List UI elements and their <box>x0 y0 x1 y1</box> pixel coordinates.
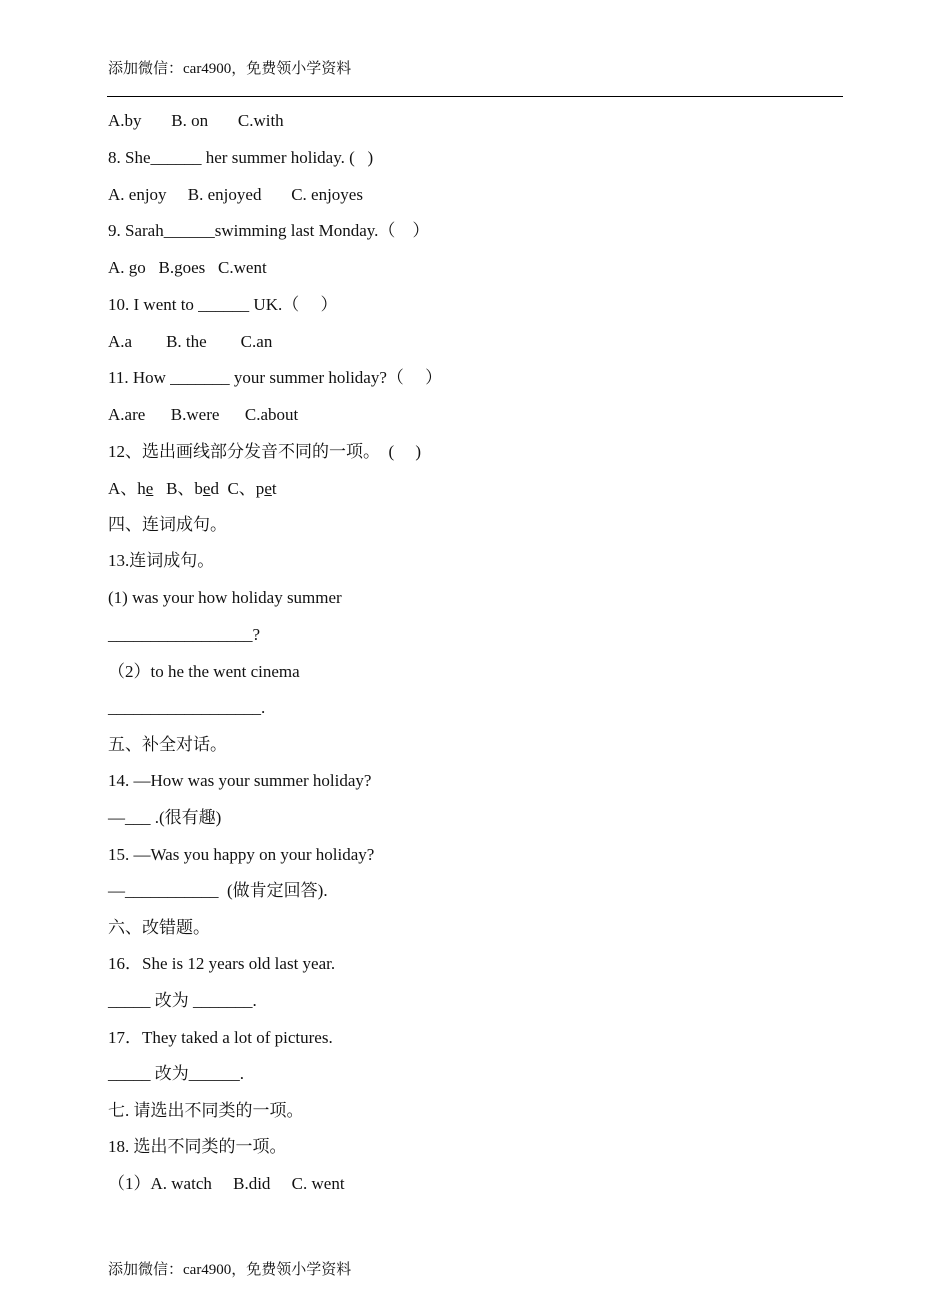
q11-question: 11. How _______ your summer holiday?（ ） <box>108 368 443 387</box>
q8-options: A. enjoy B. enjoyed C. enjoyes <box>108 185 363 204</box>
q15-answer-blank: —___________ (做肯定回答). <box>108 881 328 900</box>
q13-part1-words: (1) was your how holiday summer <box>108 588 342 607</box>
q13-heading: 13.连词成句。 <box>108 551 215 570</box>
q12-option-c-prefix: C、p <box>218 479 265 498</box>
q18-part1-options: （1）A. watch B.did C. went <box>108 1174 345 1193</box>
section-7-heading: 七. 请选出不同类的一项。 <box>108 1101 304 1120</box>
q12-option-a-prefix: A、h <box>108 479 146 498</box>
q16-sentence: 16．She is 12 years old last year. <box>108 954 336 973</box>
q12-options <box>108 478 277 500</box>
header-divider <box>107 96 843 97</box>
q15-question: 15. —Was you happy on your holiday? <box>108 845 375 864</box>
q10-options: A.a B. the C.an <box>108 332 273 351</box>
section-4-heading: 四、连词成句。 <box>108 515 227 534</box>
q13-part1-answer-blank: _________________? <box>108 625 261 644</box>
q12-option-b-underlined: e <box>202 479 211 498</box>
q16-correction-blank: _____ 改为 _______. <box>108 991 257 1010</box>
q14-answer-blank: —___ .(很有趣) <box>108 808 222 827</box>
q14-question: 14. —How was your summer holiday? <box>108 771 372 790</box>
q9-options: A. go B.goes C.went <box>108 258 267 277</box>
q12-option-b-suffix: d <box>210 479 219 498</box>
q12-option-c-suffix: t <box>271 479 277 498</box>
q17-sentence: 17．They taked a lot of pictures. <box>108 1028 333 1047</box>
page-footer: 添加微信：car4900，免费领小学资料 <box>108 1262 352 1278</box>
q18-heading: 18. 选出不同类的一项。 <box>108 1137 287 1156</box>
q12-option-b-prefix: B、b <box>153 479 203 498</box>
q17-correction-blank: _____ 改为______. <box>108 1064 244 1083</box>
q9-question: 9. Sarah______swimming last Monday.（ ） <box>108 221 430 240</box>
q12-option-a-underlined: e <box>145 479 154 498</box>
q8-question: 8. She______ her summer holiday. ( ) <box>108 148 374 167</box>
page-header: 添加微信：car4900，免费领小学资料 <box>108 61 352 77</box>
q13-part2-answer-blank: __________________. <box>108 698 266 717</box>
q7-options: A.by B. on C.with <box>108 111 284 130</box>
q13-part2-words: （2）to he the went cinema <box>108 662 300 681</box>
q12-question: 12、选出画线部分发音不同的一项。 ( ) <box>108 442 422 461</box>
q10-question: 10. I went to ______ UK.（ ） <box>108 295 338 314</box>
section-5-heading: 五、补全对话。 <box>108 735 227 754</box>
q11-options: A.are B.were C.about <box>108 405 299 424</box>
q12-option-c-underlined: e <box>264 479 272 498</box>
section-6-heading: 六、改错题。 <box>108 918 210 937</box>
